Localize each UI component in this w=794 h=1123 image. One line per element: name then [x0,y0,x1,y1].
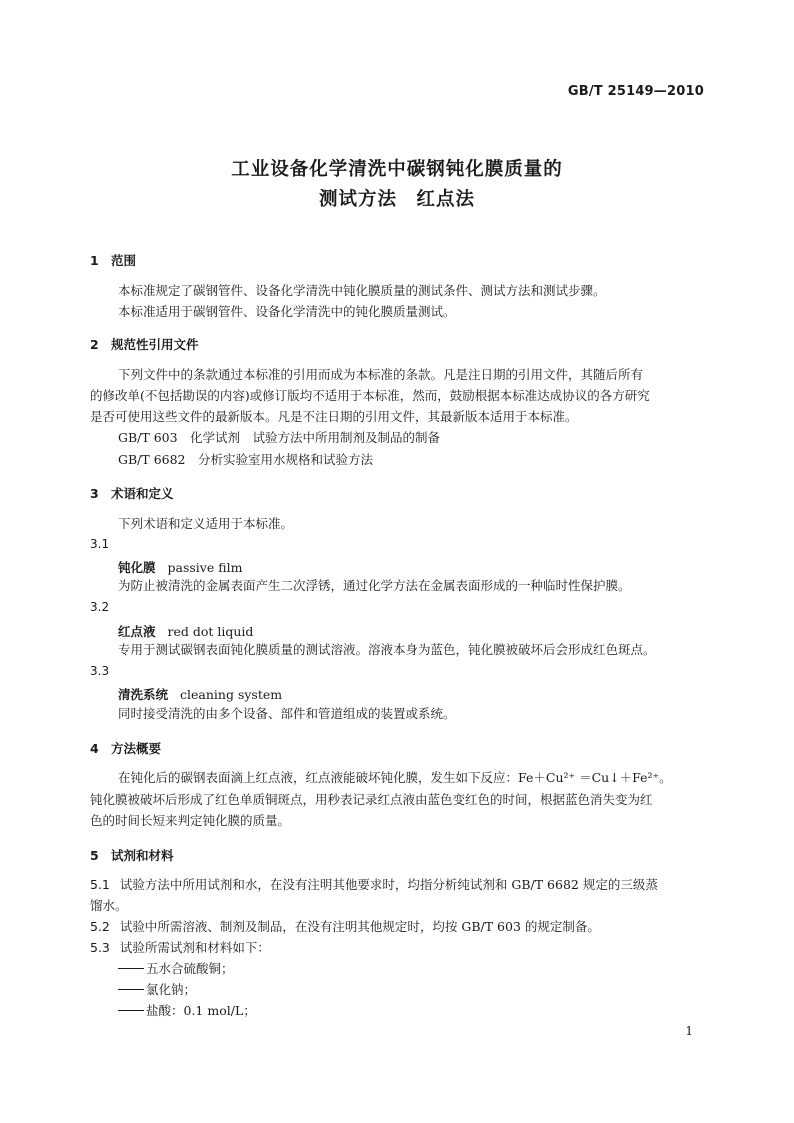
reference-gbt-603: GB/T 603 化学试剂 试验方法中所用制剂及制品的制备 [118,430,441,445]
section-number: 4 [90,741,99,756]
term-number-3-1: 3.1 [90,537,110,551]
section-2-line-1: 下列文件中的条款通过本标准的引用而成为本标准的条款。凡是注日期的引用文件，其随后所有 [118,367,644,382]
clause-text: 试验所需试剂和材料如下： [119,940,270,955]
section-4-line-2: 钝化膜被破坏后形成了红色单质铜斑点，用秒表记录红点液由蓝色变红色的时间，根据蓝色消失变为红 [90,792,653,807]
list-item-text: 五水合硫酸铜； [146,961,234,976]
section-number: 3 [90,486,99,501]
section-number: 5 [90,848,99,863]
clause-5-2 [90,916,600,937]
section-title: 方法概要 [111,741,162,756]
dash-bullet [118,968,144,969]
section-title: 试剂和材料 [111,848,174,863]
term-english: red dot liquid [167,624,254,639]
term-cleaning-system [118,685,282,703]
list-item-text: 氯化钠； [146,982,197,997]
document-title-line-1: 工业设备化学清洗中碳钢钝化膜质量的 [231,159,563,180]
section-title: 范围 [111,253,137,268]
clause-number: 5.1 [90,877,110,892]
dash-bullet [118,989,144,990]
term-number-3-2: 3.2 [90,600,110,614]
reference-gbt-6682: GB/T 6682 分析实验室用水规格和试验方法 [118,452,374,467]
standard-code: GB/T 25149—2010 [567,84,704,99]
term-english: passive film [167,560,243,575]
term-passive-film [118,558,242,576]
term-definition: 同时接受清洗的由多个设备、部件和管道组成的装置或系统。 [118,706,456,721]
dash-bullet [118,1010,144,1011]
section-5-heading [90,846,174,864]
clause-5-1 [90,874,658,895]
clause-5-3 [90,937,270,958]
section-4-heading [90,739,161,757]
list-item [118,958,234,979]
section-1-paragraph-2: 本标准适用于碳钢管件、设备化学清洗中的钝化膜质量测试。 [118,304,456,319]
section-2-line-3: 是否可使用这些文件的最新版本。凡是不注日期的引用文件，其最新版本适用于本标准。 [90,409,578,424]
page-number: 1 [685,1024,693,1038]
clause-text: 试验方法中所用试剂和水，在没有注明其他要求时，均指分析纯试剂和 GB/T 6682 规定的三级蒸 [119,877,658,892]
section-3-heading [90,484,174,502]
clause-text: 试验中所需溶液、制剂及制品，在没有注明其他规定时，均按 GB/T 603 的规定制备。 [119,919,600,934]
term-chinese: 清洗系统 [118,687,169,702]
clause-5-1-continuation: 馏水。 [90,898,128,913]
term-red-dot-liquid [118,622,253,640]
section-number: 2 [90,337,99,352]
section-4-line-3: 色的时间长短来判定钝化膜的质量。 [90,813,291,828]
list-item-text: 盐酸：0.1 mol/L； [146,1003,256,1018]
section-2-line-2: 的修改单(不包括勘误的内容)或修订版均不适用于本标准，然而，鼓励根据本标准达成协议的各方研究 [90,388,650,403]
section-1-heading [90,251,136,269]
section-4-line-1: 在钝化后的碳钢表面滴上红点液，红点液能破坏钝化膜，发生如下反应：Fe＋Cu²⁺ ＝Cu↓＋Fe²⁺。 [118,770,672,785]
list-item [118,1000,256,1021]
term-chinese: 钝化膜 [118,560,156,575]
document-title-line-2: 测试方法 红点法 [318,189,475,210]
section-2-heading [90,335,199,353]
term-definition: 专用于测试碳钢表面钝化膜质量的测试溶液。溶液本身为蓝色，钝化膜被破坏后会形成红色斑点。 [118,642,656,657]
section-number: 1 [90,253,99,268]
list-item [118,979,196,1000]
section-3-intro: 下列术语和定义适用于本标准。 [118,516,294,531]
section-1-paragraph-1: 本标准规定了碳钢管件、设备化学清洗中钝化膜质量的测试条件、测试方法和测试步骤。 [118,283,606,298]
term-definition: 为防止被清洗的金属表面产生二次浮锈，通过化学方法在金属表面形成的一种临时性保护膜。 [118,578,631,593]
clause-number: 5.2 [90,919,110,934]
term-number-3-3: 3.3 [90,664,110,678]
term-chinese: 红点液 [118,624,156,639]
section-title: 术语和定义 [111,486,174,501]
section-title: 规范性引用文件 [111,337,199,352]
clause-number: 5.3 [90,940,110,955]
term-english: cleaning system [180,687,283,702]
